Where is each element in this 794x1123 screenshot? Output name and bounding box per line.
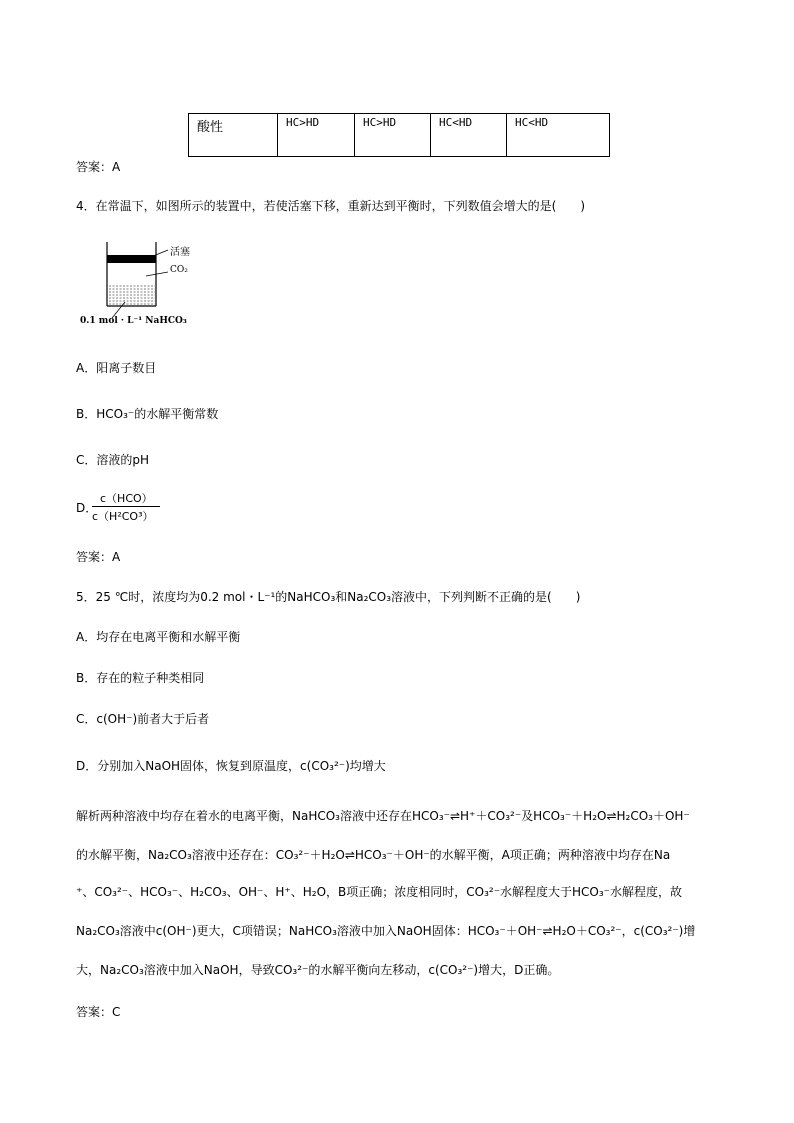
option-4a: A．阳离子数目	[76, 361, 157, 375]
option-4b: B．HCO₃⁻的水解平衡常数	[76, 407, 219, 421]
piston-apparatus-figure	[80, 236, 210, 336]
option-4c: C．溶液的pH	[76, 453, 150, 467]
answer-q5: 答案：C	[76, 1005, 121, 1019]
option-4d-prefix: D．	[76, 501, 98, 515]
table-cell: HC>HD	[278, 114, 355, 157]
question-5-stem: 5．25 ℃时，浓度均为0.2 mol・L⁻¹的NaHCO₃和Na₂CO₃溶液中，下列判断不正确的是( )	[76, 590, 581, 604]
option-5a: A．均存在电离平衡和水解平衡	[76, 630, 241, 644]
acidity-table	[188, 113, 610, 157]
analysis-line: ⁺、CO₃²⁻、HCO₃⁻、H₂CO₃、OH⁻、H⁺、H₂O，B项正确；浓度相同时，CO₃²⁻水解程度大于HCO₃⁻水解程度，故	[76, 885, 683, 899]
analysis-line: 大，Na₂CO₃溶液中加入NaOH，导致CO₃²⁻的水解平衡向左移动，c(CO₃²⁻)增大，D正确。	[76, 963, 560, 977]
answer-q3: 答案：A	[76, 160, 121, 174]
co2-label: CO₂	[170, 265, 188, 275]
piston-label: 活塞	[170, 247, 190, 258]
table-cell: HC<HD	[431, 114, 507, 157]
table-row	[189, 114, 610, 157]
option-5b: B．存在的粒子种类相同	[76, 671, 205, 685]
solution-label: 0.1 mol · L⁻¹ NaHCO₃	[80, 316, 187, 326]
question-4-stem: 4．在常温下，如图所示的装置中，若使活塞下移，重新达到平衡时，下列数值会增大的是( )	[76, 199, 586, 213]
table-cell: HC<HD	[507, 114, 610, 157]
fraction-numerator: c（HCO）	[100, 492, 153, 505]
option-5c: C．c(OH⁻)前者大于后者	[76, 712, 210, 726]
fraction-bar	[92, 506, 160, 507]
fraction-denominator: c（H²CO³）	[92, 510, 154, 523]
analysis-line: 的水解平衡，Na₂CO₃溶液中还存在：CO₃²⁻＋H₂O⇌HCO₃⁻＋OH⁻的水解平衡，A项正确；两种溶液中均存在Na	[76, 848, 671, 862]
option-5d: D．分别加入NaOH固体，恢复到原温度，c(CO₃²⁻)均增大	[76, 759, 386, 773]
table-cell: HC>HD	[355, 114, 431, 157]
table-row-label: 酸性	[189, 114, 278, 157]
analysis-line: Na₂CO₃溶液中c(OH⁻)更大，C项错误；NaHCO₃溶液中加入NaOH固体：HCO₃⁻＋OH⁻⇌H₂O＋CO₃²⁻，c(CO₃²⁻)增	[76, 924, 696, 938]
answer-q4: 答案：A	[76, 550, 121, 564]
analysis-line: 解析两种溶液中均存在着水的电离平衡，NaHCO₃溶液中还存在HCO₃⁻⇌H⁺＋CO₃²⁻及HCO₃⁻＋H₂O⇌H₂CO₃＋OH⁻	[76, 809, 690, 823]
